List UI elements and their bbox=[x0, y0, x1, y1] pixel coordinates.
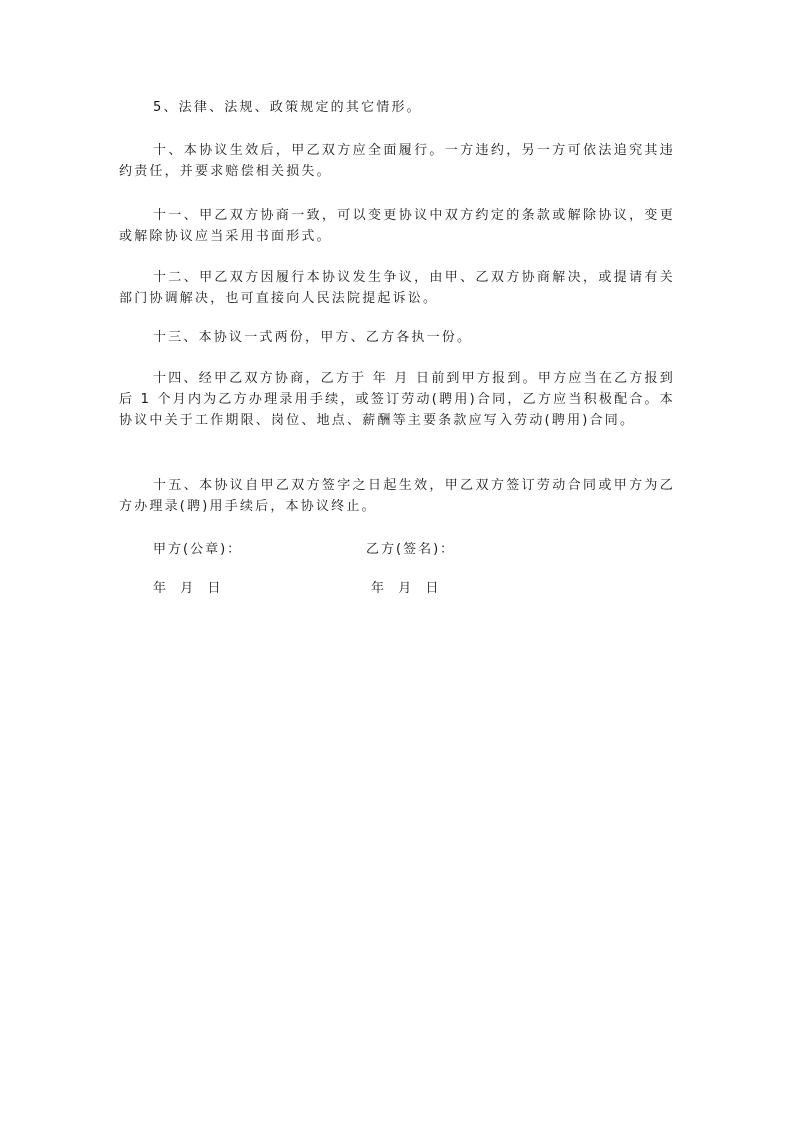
paragraph-clause-13: 十三、本协议一式两份，甲方、乙方各执一份。 bbox=[153, 330, 473, 345]
paragraph-clause-14: 十四、经甲乙双方协商，乙方于 年 月 日前到甲方报到。甲方应当在乙方报到后 1 个月内为乙方办理录用手续，或签订劳动(聘用)合同，乙方应当积极配合。本协议中关于工作期限、岗位、地点、薪酬等主要条款应写入劳动(聘用)合同。 bbox=[119, 371, 675, 428]
paragraph-clause-12: 十二、甲乙双方因履行本协议发生争议，由甲、乙双方协商解决，或提请有关部门协调解决，也可直接向人民法院提起诉讼。 bbox=[119, 270, 675, 306]
paragraph-clause-10: 十、本协议生效后，甲乙双方应全面履行。一方违约，另一方可依法追究其违约责任，并要求赔偿相关损失。 bbox=[119, 143, 675, 179]
party-b-date: 年 月 日 bbox=[371, 581, 441, 596]
paragraph-clause-15: 十五、本协议自甲乙双方签字之日起生效，甲乙双方签订劳动合同或甲方为乙方办理录(聘)用手续后，本协议终止。 bbox=[119, 478, 675, 514]
paragraph-clause-11: 十一、甲乙双方协商一致，可以变更协议中双方约定的条款或解除协议，变更或解除协议应当采用书面形式。 bbox=[119, 208, 675, 244]
paragraph-clause-5: 5、法律、法规、政策规定的其它情形。 bbox=[153, 100, 422, 115]
party-a-date: 年 月 日 bbox=[153, 581, 223, 596]
party-a-signature-label: 甲方(公章)： bbox=[153, 542, 243, 557]
party-b-signature-label: 乙方(签名)： bbox=[366, 542, 456, 557]
